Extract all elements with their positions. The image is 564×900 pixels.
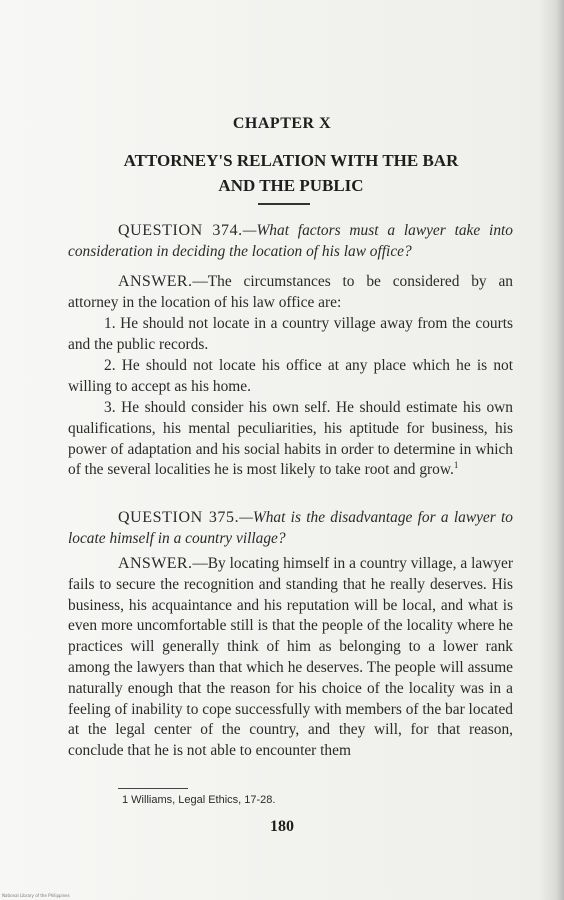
page-number: 180 <box>270 818 294 835</box>
chapter-title <box>90 148 492 198</box>
answer-item-3-text: 3. He should consider his own self. He should estimate his own qualifications, his mental peculiarities, his aptitude for business, his power of adaptation and his social habits in order to determine in which of the several localities he is most likely to take root and grow. <box>68 399 513 479</box>
chapter-title-line-1: ATTORNEY'S RELATION WITH THE BAR <box>123 151 459 170</box>
answer-item-1 <box>68 314 513 356</box>
footnote-rule <box>118 788 188 789</box>
question-375-label: QUESTION 375. <box>118 509 240 526</box>
page-edge-shadow <box>538 0 564 900</box>
title-rule <box>258 203 310 205</box>
footnote: 1 Williams, Legal Ethics, 17-28. <box>122 794 276 806</box>
question-374-text: —What factors must a lawyer take into consideration in deciding the location of his law office? <box>68 222 514 260</box>
answer-item-3-paragraph <box>68 398 513 481</box>
chapter-heading: CHAPTER X <box>232 115 332 132</box>
question-375-paragraph <box>68 508 513 550</box>
question-375 <box>68 508 513 550</box>
question-374-label: QUESTION 374. <box>118 222 243 239</box>
answer-375-paragraph <box>68 554 513 762</box>
answer-374-label: ANSWER. <box>118 273 193 290</box>
answer-item-3 <box>68 398 513 481</box>
answer-375-text: —By locating himself in a country village, a lawyer fails to secure the recognition and standing that he really deserves. His business, his acquaintance and his reputation will be local, and what is even more uncomfortable still is that the people of the locality where he practices will generally think of him as belonging to a lower rank among the lawyers than that which he deserves. The people will assume naturally enough that the reason for his choice of the locality was in a feeling of inability to cope successfully with members of the bar located at the legal center of the country, and they will, for that reason, conclude that he is not able to encounter them <box>68 555 513 760</box>
answer-item-2-text: 2. He should not locate his office at any place which he is not willing to accept as his home. <box>68 357 513 395</box>
answer-374 <box>68 272 513 314</box>
answer-375 <box>68 554 513 762</box>
answer-item-2 <box>68 356 513 398</box>
question-375-text: —What is the disadvantage for a lawyer to locate himself in a country village? <box>68 509 514 547</box>
chapter-title-line-2: AND THE PUBLIC <box>218 176 364 195</box>
footnote-reference: 1 <box>453 460 459 471</box>
answer-374-text: —The circumstances to be considered by an attorney in the location of his law office are: <box>68 273 513 311</box>
answer-375-label: ANSWER. <box>118 555 193 572</box>
answer-374-paragraph <box>68 272 513 314</box>
library-watermark: National Library of the Philippines <box>2 893 70 898</box>
question-374 <box>68 221 513 263</box>
answer-item-1-text: 1. He should not locate in a country village away from the courts and the public records. <box>68 315 513 353</box>
question-374-paragraph <box>68 221 513 263</box>
